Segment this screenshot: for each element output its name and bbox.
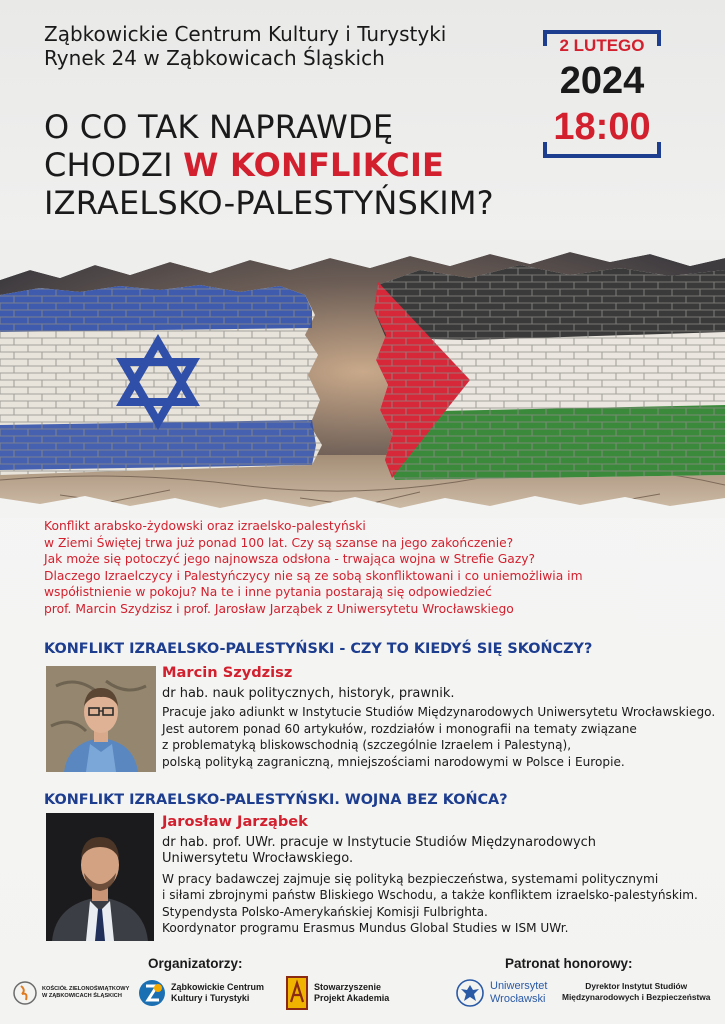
logo-5-line-2: Międzynarodowych i Bezpieczeństwa	[562, 992, 711, 1002]
patronage-label: Patronat honorowy:	[505, 956, 633, 971]
intro-line: Jak może się potoczyć jego najnowsza odsłona - trwająca wojna w Strefie Gazy?	[44, 552, 536, 567]
bio-line: Pracuje jako adiunkt w Instytucie Studiów Międzynarodowych Uniwersytetu Wrocławskiego.	[162, 705, 716, 720]
event-day: 2 LUTEGO	[559, 36, 645, 55]
title-line-1: O CO TAK NAPRAWDĘ	[44, 108, 394, 146]
logo-3-line-1: Stowarzyszenie	[314, 982, 382, 992]
date-box	[543, 30, 661, 158]
title-line-3: IZRAELSKO-PALESTYŃSKIM?	[44, 184, 494, 222]
bio-line: Uniwersytetu Wrocławskiego.	[162, 851, 354, 867]
bio-line: i siłami zbrojnymi państw Bliskiego Wschodu, a także konfliktem izraelsko-palestyńskim.	[162, 888, 698, 903]
uwr-eagle-logo-icon	[455, 978, 485, 1008]
flags-wall-artwork	[0, 240, 725, 518]
event-year: 2024	[559, 60, 645, 102]
zckit-logo	[137, 978, 264, 1008]
speaker-1-bio	[162, 686, 717, 770]
date-frame-bottom	[543, 154, 661, 158]
logo-4-line-2: Wrocławski	[490, 993, 546, 1005]
uwr-logo	[455, 978, 547, 1008]
title-line-2-plain: CHODZI	[44, 146, 184, 184]
flags-wall-illustration	[0, 240, 725, 518]
organizers-label: Organizatorzy:	[148, 956, 243, 971]
speaker-2-name: Jarosław Jarząbek	[162, 813, 308, 830]
bio-line: z problematyką bliskowschodnią (szczególnie Izraelem i Palestyną),	[162, 738, 572, 753]
bio-line: W pracy badawczej zajmuje się polityką bezpieczeństwa, systemami politycznymi	[162, 871, 659, 886]
lecture-1-title: KONFLIKT IZRAELSKO-PALESTYŃSKI - CZY TO KIEDYŚ SIĘ SKOŃCZY?	[44, 641, 593, 657]
date-frame-bottom-left	[543, 142, 547, 158]
logo-4-line-1: Uniwersytet	[490, 980, 548, 992]
lecture-2-title: KONFLIKT IZRAELSKO-PALESTYŃSKI. WOJNA BEZ KOŃCA?	[44, 792, 508, 808]
israel-flag-wall	[0, 285, 322, 475]
title-line-2-highlight: W KONFLIKCIE	[183, 146, 445, 184]
organizer-header	[44, 22, 446, 70]
title-line-2	[44, 146, 494, 184]
church-logo-icon	[12, 980, 38, 1006]
date-frame-top	[543, 30, 661, 34]
palestine-flag-wall	[374, 265, 725, 480]
speaker-2-bio	[162, 835, 717, 936]
akademia-logo	[286, 976, 389, 1010]
bio-line: polską polityką zagraniczną, mniejszościami narodowymi w Polsce i Europie.	[162, 754, 625, 769]
bio-line: dr hab. prof. UWr. pracuje w Instytucie Studiów Międzynarodowych	[162, 835, 597, 850]
logo-2-line-2: Kultury i Turystyki	[171, 993, 250, 1003]
bio-line: dr hab. nauk politycznych, historyk, prawnik.	[162, 686, 455, 701]
intro-line: współistnienie w pokoju? Na te i inne pytania postarają się odpowiedzieć	[44, 585, 492, 600]
speaker-1-name: Marcin Szydzisz	[162, 664, 293, 681]
date-frame-bottom-right	[657, 142, 661, 158]
logo-3-line-2: Projekt Akademia	[314, 993, 390, 1003]
intro-line: Dlaczego Izraelczycy i Palestyńczycy nie są ze sobą skonfliktowani i co uniemożliwia im	[44, 568, 583, 583]
event-time: 18:00	[553, 106, 651, 148]
church-logo	[12, 980, 129, 1006]
akademia-logo-icon	[286, 976, 308, 1010]
organizer-name: Ząbkowickie Centrum Kultury i Turystyki	[44, 22, 447, 46]
zckit-logo-icon	[137, 978, 167, 1008]
intro-line: w Ziemi Świętej trwa już ponad 100 lat. Czy są szanse na jego zakończenie?	[44, 535, 514, 550]
logo-1-line-2: W ZĄBKOWICACH ŚLĄSKICH	[42, 993, 122, 999]
speaker-2-portrait	[46, 813, 154, 941]
speaker-2-photo	[46, 813, 154, 941]
bio-line: Koordynator programu Erasmus Mundus Global Studies w ISM UWr.	[162, 921, 569, 936]
intro-text	[44, 518, 684, 618]
logo-1-line-1: KOŚCIÓŁ ZIELONOŚWIĄTKOWY	[42, 986, 130, 992]
logo-5-line-1: Dyrektor Instytut Studiów	[585, 981, 688, 991]
bio-line: Jest autorem ponad 60 artykułów, rozdziałów i monografii na tematy związane	[162, 721, 637, 736]
bio-line: Stypendysta Polsko-Amerykańskiej Komisji Fulbrighta.	[162, 904, 488, 919]
ism-director-logo	[562, 981, 710, 1003]
intro-line: Konflikt arabsko-żydowski oraz izraelsko-palestyński	[44, 519, 366, 533]
intro-line: prof. Marcin Szydzisz i prof. Jarosław Jarząbek z Uniwersytetu Wrocławskiego	[44, 601, 514, 616]
speaker-1-photo	[46, 666, 156, 772]
event-title	[44, 108, 494, 222]
speaker-1-portrait	[46, 666, 156, 772]
organizer-address: Rynek 24 w Ząbkowicach Śląskich	[44, 46, 385, 70]
logo-2-line-1: Ząbkowickie Centrum	[171, 982, 265, 992]
